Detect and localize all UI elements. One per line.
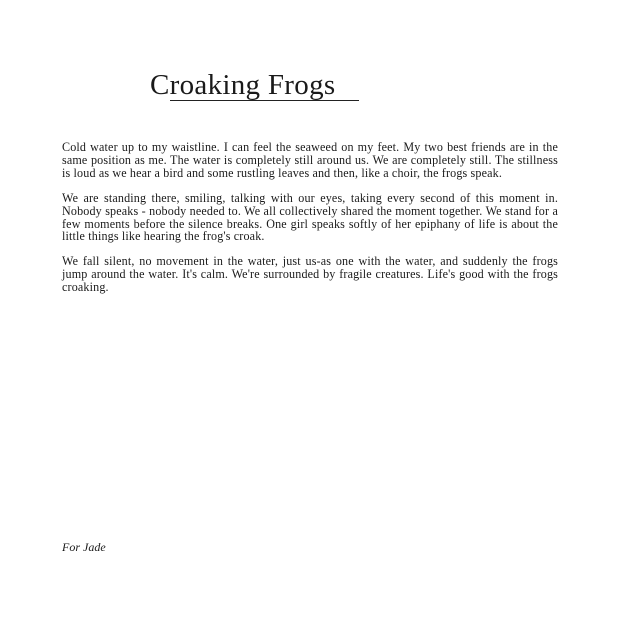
document-title: Croaking Frogs bbox=[150, 69, 336, 101]
dedication: For Jade bbox=[62, 540, 106, 554]
title-underline bbox=[170, 100, 359, 101]
document-body bbox=[62, 141, 558, 306]
paragraph-2: We are standing there, smiling, talking with our eyes, taking every second of this moment in. Nobody speaks - nobody needed to. We all collectively shared the moment together. We stand for a few moments before the silence breaks. One girl speaks softly of her epiphany of life is about the little things like hearing the frog's croak. bbox=[62, 190, 558, 244]
paragraph-1: Cold water up to my waistline. I can feel the seaweed on my feet. My two best friends are in the same position as me. The water is completely still around us. We are completely still. The stillness is loud as we hear a bird and some rustling leaves and then, like a choir, the frogs speak. bbox=[62, 140, 558, 180]
paragraph-3: We fall silent, no movement in the water, just us-as one with the water, and suddenly the frogs jump around the water. It's calm. We're surrounded by fragile creatures. Life's good with the frogs croaking. bbox=[62, 254, 558, 295]
